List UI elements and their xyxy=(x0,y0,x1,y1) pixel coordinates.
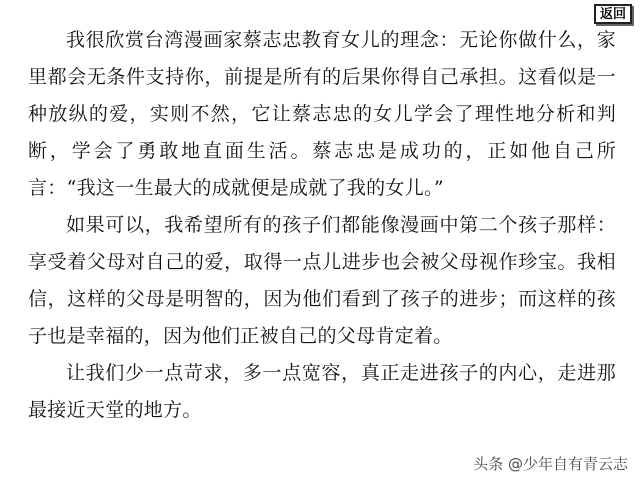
article-body xyxy=(28,22,616,429)
paragraph-3: 让我们少一点苛求，多一点宽容，真正走进孩子的内心，走进那最接近天堂的地方。 xyxy=(28,362,616,421)
paragraph-2: 如果可以，我希望所有的孩子们都能像漫画中第二个孩子那样：享受着父母对自己的爱，取得一点儿进步也会被父母视作珍宝。我相信，这样的父母是明智的，因为他们看到了孩子的进步；而这样的孩子也是幸福的，因为他们正被自己的父母肯定着。 xyxy=(28,214,616,347)
watermark: 头条 @少年自有青云志 xyxy=(473,455,628,473)
paragraph-1: 我很欣赏台湾漫画家蔡志忠教育女儿的理念：无论你做什么，家里都会无条件支持你，前提是所有的后果你得自己承担。这看似是一种放纵的爱，实则不然，它让蔡志忠的女儿学会了理性地分析和判断，学会了勇敢地直面生活。蔡志忠是成功的，正如他自己所言：“我这一生最大的成就便是成就了我的女儿。” xyxy=(28,29,616,199)
back-button[interactable]: 返回 xyxy=(594,4,632,24)
